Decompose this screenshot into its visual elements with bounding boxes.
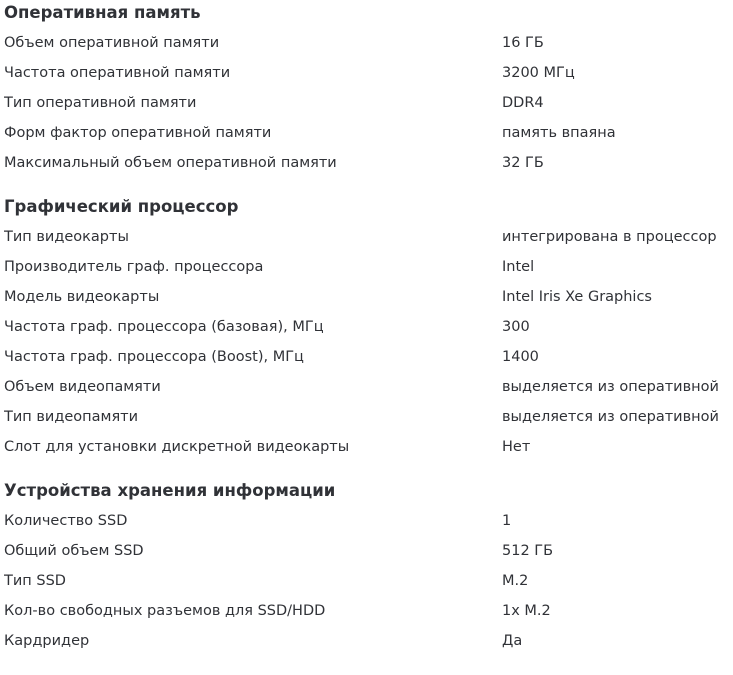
section-gpu [4, 194, 729, 462]
spec-name: Количество SSD [4, 513, 128, 529]
spec-row [4, 252, 729, 282]
spec-name: Объем оперативной памяти [4, 35, 220, 51]
spec-value: интегрирована в процессор [502, 229, 717, 245]
spec-value: 1x M.2 [502, 603, 551, 619]
spec-name: Частота граф. процессора (базовая), МГц [4, 319, 324, 335]
spec-value: память впаяна [502, 125, 616, 141]
spec-value: 3200 МГц [502, 65, 575, 81]
spec-value: 1 [502, 513, 512, 529]
spec-row [4, 58, 729, 88]
spec-name: Частота граф. процессора (Boost), МГц [4, 349, 304, 365]
spec-row [4, 402, 729, 432]
spec-row [4, 506, 729, 536]
spec-value: Да [502, 633, 523, 649]
spec-name: Максимальный объем оперативной памяти [4, 155, 337, 171]
spec-value: 512 ГБ [502, 543, 554, 559]
spec-name: Объем видеопамяти [4, 379, 161, 395]
section-title-gpu: Графический процессор [4, 197, 239, 216]
section-ram [4, 0, 729, 178]
spec-name: Тип видеокарты [4, 229, 129, 245]
section-storage [4, 478, 729, 656]
spec-name: Тип оперативной памяти [4, 95, 197, 111]
spec-row [4, 88, 729, 118]
spec-value: 32 ГБ [502, 155, 544, 171]
spec-value: 16 ГБ [502, 35, 544, 51]
specifications-list [4, 0, 729, 656]
section-title-storage: Устройства хранения информации [4, 481, 336, 500]
spec-row [4, 536, 729, 566]
spec-rows-ram [4, 28, 729, 178]
spec-name: Кардридер [4, 633, 90, 649]
spec-value: выделяется из оперативной [502, 379, 719, 395]
spec-name: Слот для установки дискретной видеокарты [4, 439, 350, 455]
spec-row [4, 118, 729, 148]
spec-value: Intel Iris Xe Graphics [502, 289, 652, 305]
spec-name: Производитель граф. процессора [4, 259, 264, 275]
spec-value: Нет [502, 439, 531, 455]
spec-name: Частота оперативной памяти [4, 65, 231, 81]
spec-value: M.2 [502, 573, 529, 589]
spec-row [4, 372, 729, 402]
spec-name: Общий объем SSD [4, 543, 144, 559]
spec-rows-gpu [4, 222, 729, 462]
section-title-ram: Оперативная память [4, 3, 201, 22]
spec-value: Intel [502, 259, 535, 275]
spec-row [4, 432, 729, 462]
spec-value: 300 [502, 319, 530, 335]
spec-name: Тип видеопамяти [4, 409, 139, 425]
spec-row [4, 626, 729, 656]
spec-row [4, 28, 729, 58]
spec-row [4, 596, 729, 626]
spec-name: Модель видеокарты [4, 289, 160, 305]
spec-value: DDR4 [502, 95, 544, 111]
spec-row [4, 222, 729, 252]
spec-row [4, 566, 729, 596]
spec-value: выделяется из оперативной [502, 409, 719, 425]
spec-name: Тип SSD [4, 573, 66, 589]
spec-row [4, 342, 729, 372]
spec-row [4, 312, 729, 342]
spec-name: Форм фактор оперативной памяти [4, 125, 272, 141]
spec-row [4, 282, 729, 312]
spec-value: 1400 [502, 349, 539, 365]
spec-row [4, 148, 729, 178]
spec-rows-storage [4, 506, 729, 656]
spec-name: Кол-во свободных разъемов для SSD/HDD [4, 603, 326, 619]
